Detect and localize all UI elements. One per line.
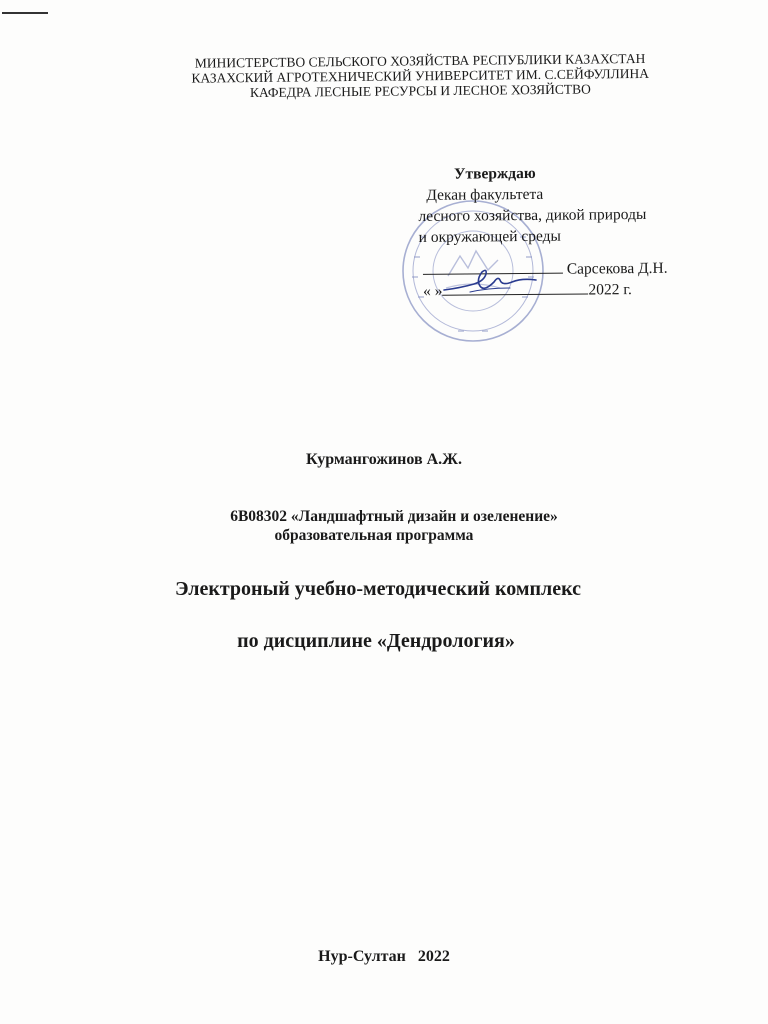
handwritten-signature-icon bbox=[440, 262, 540, 298]
ministry-line: МИНИСТЕРСТВО СЕЛЬСКОГО ХОЗЯЙСТВА РЕСПУБЛИКИ КАЗАХСТАН bbox=[194, 50, 646, 71]
dean-title: Декан факультета bbox=[426, 185, 544, 204]
program-code-name: 6В08302 «Ландшафтный дизайн и озеленение» bbox=[230, 508, 558, 525]
place-year: Нур-Султан 2022 bbox=[318, 948, 450, 965]
date-year: 2022 г. bbox=[588, 281, 632, 299]
author-name: Курмангожинов А.Ж. bbox=[306, 451, 462, 468]
institution-header bbox=[160, 51, 680, 101]
signatory-name: Сарсекова Д.Н. bbox=[566, 259, 668, 278]
document-subtitle: по дисциплине «Дендрология» bbox=[237, 630, 515, 652]
program-kind: образовательная программа bbox=[274, 527, 474, 544]
university-line: КАЗАХСКИЙ АГРОТЕХНИЧЕСКИЙ УНИВЕРСИТЕТ ИМ. С.СЕЙФУЛЛИНА bbox=[191, 65, 650, 86]
faculty-line-2: и окружающей среды bbox=[418, 227, 562, 246]
document-title: Электроный учебно-методический комплекс bbox=[174, 578, 582, 600]
faculty-line-1: лесного хозяйства, дикой природы bbox=[418, 205, 647, 225]
program-block bbox=[0, 507, 768, 545]
approval-title: Утверждаю bbox=[454, 164, 536, 183]
scan-mark bbox=[2, 12, 48, 14]
date-quotes: « » bbox=[423, 282, 443, 300]
department-line: КАФЕДРА ЛЕСНЫЕ РЕСУРСЫ И ЛЕСНОЕ ХОЗЯЙСТВО bbox=[249, 81, 591, 101]
